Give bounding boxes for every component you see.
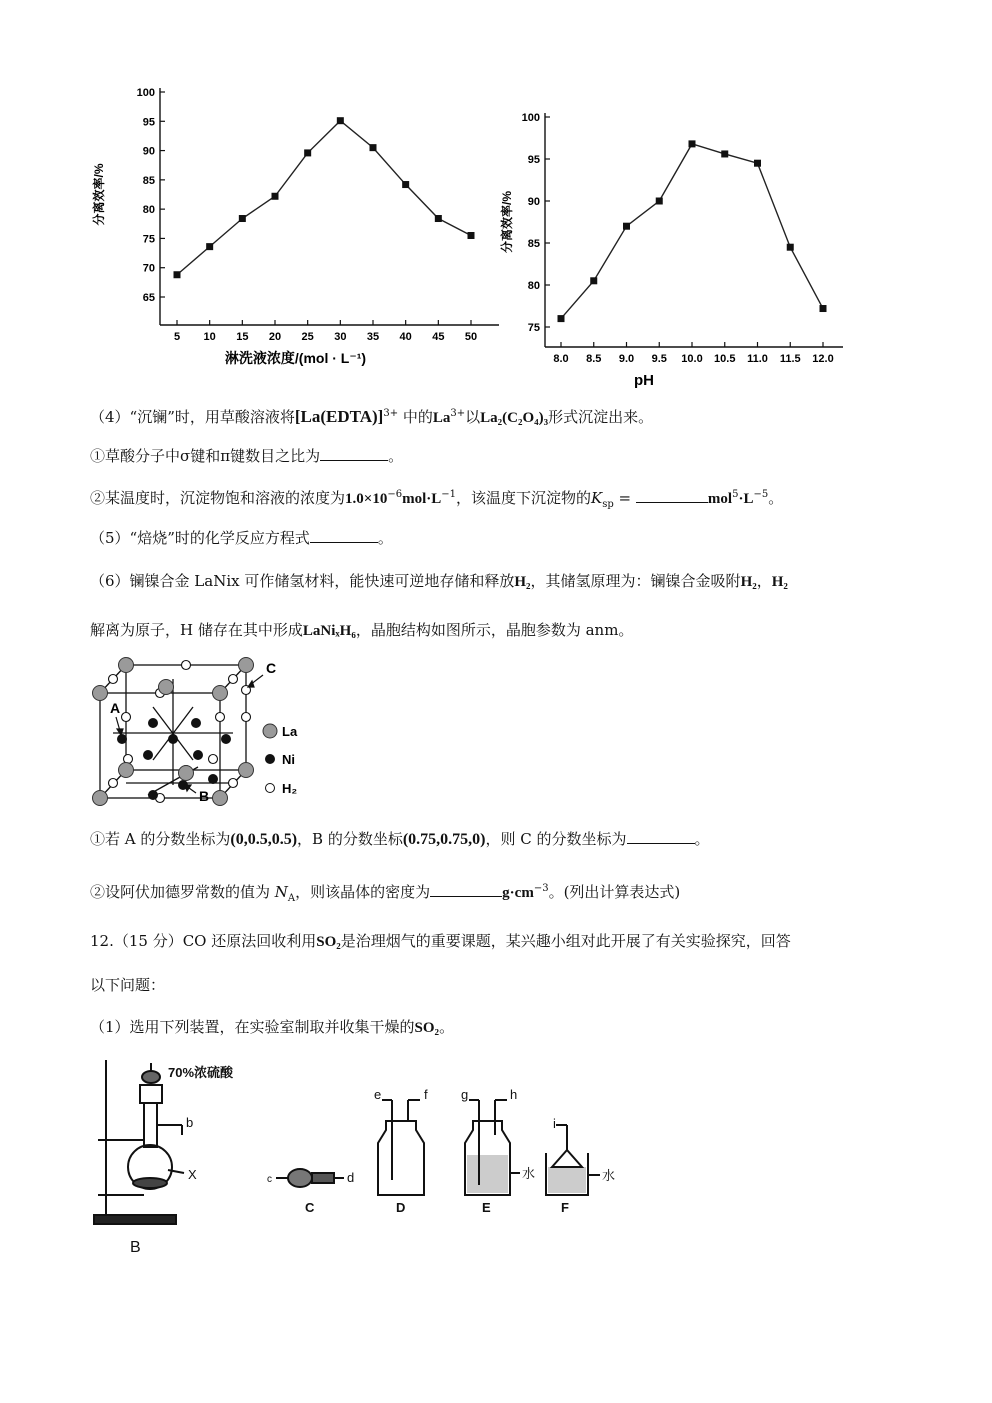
q4-complex-charge: 3+ — [383, 408, 399, 419]
x-tick-label: 20 — [268, 331, 282, 343]
port-g: g — [461, 1087, 469, 1102]
apparatus-diagram — [88, 1055, 648, 1265]
apparatus-b — [94, 1060, 184, 1224]
h2-atoms — [109, 661, 251, 803]
chart-wash-concentration — [85, 80, 495, 380]
q6-line2b: ，晶胞结构如图所示，晶胞参数为 anm。 — [355, 621, 634, 639]
port-c: c — [267, 1174, 272, 1185]
q4-2-conc: 1.0×10 — [345, 491, 388, 507]
q5-end: 。 — [377, 529, 393, 547]
x-tick-label: 30 — [334, 331, 347, 343]
q4-2-unit2: ·L — [738, 491, 754, 507]
q12-line1b: 是治理烟气的重要课题，某兴趣小组对此开展了有关实验探究，回答 — [340, 932, 791, 950]
q4-1-end: 。 — [388, 447, 404, 465]
answer-blank[interactable] — [320, 446, 388, 461]
q6-sep: ， — [756, 572, 772, 590]
data-point — [337, 117, 344, 124]
q4-2-text: ②某温度时，沉淀物饱和溶液的浓度为 — [90, 489, 346, 507]
label-b: B — [199, 788, 210, 804]
q12-1-line — [90, 1016, 454, 1039]
water-f-label: 水 — [602, 1168, 616, 1183]
data-point — [656, 198, 663, 205]
x-tick-label: 15 — [236, 331, 249, 343]
q6-2-end: 。(列出计算表达式) — [548, 883, 681, 901]
data-point — [754, 160, 761, 167]
y-axis-label: 分离效率/% — [92, 163, 106, 226]
q6-2-unit: g·cm — [502, 885, 534, 901]
data-point — [435, 215, 442, 222]
data-point — [468, 232, 475, 239]
apparatus-c — [276, 1169, 344, 1187]
q12-line2: 以下问题： — [90, 976, 166, 994]
q4-2-unit2-exp: −5 — [753, 489, 769, 500]
x-label: X — [188, 1167, 197, 1182]
q4-ion-charge: 3+ — [450, 408, 466, 419]
x-tick-label: 11.5 — [779, 353, 801, 365]
q6-2-na: N — [274, 883, 288, 901]
q4-2-conc-unit: mol·L — [402, 491, 442, 507]
label-d-apparatus: D — [396, 1200, 406, 1215]
q6-2-na-sub: A — [287, 893, 296, 904]
water-e-label: 水 — [522, 1166, 536, 1181]
answer-blank[interactable] — [627, 829, 695, 844]
q4-2-ksp: K — [591, 489, 603, 507]
x-tick-label: 9.0 — [618, 353, 635, 365]
q6-2-line — [90, 878, 680, 910]
data-point — [272, 193, 279, 200]
x-axis-label: 淋洗液浓度/(mol · L⁻¹) — [224, 350, 367, 366]
q4-2-mid: ，该温度下沉淀物的 — [456, 489, 592, 507]
crystal-cell-diagram — [88, 655, 328, 820]
label-c: C — [266, 660, 277, 676]
data-point — [820, 305, 827, 312]
acid-label: 70%浓硫酸 — [168, 1065, 234, 1080]
apparatus-d — [378, 1100, 424, 1195]
q12-so2: SO₂ — [316, 934, 341, 950]
q6-line1: （6）镧镍合金 LaNix 可作储氢材料，能快速可逆地存储和释放 — [90, 572, 515, 590]
x-tick-label: 8.5 — [586, 353, 602, 365]
q4-1-line — [90, 445, 403, 467]
apparatus-f — [546, 1125, 600, 1195]
q6-h2b: H₂ — [740, 574, 757, 590]
legend-ni-label: Ni — [282, 752, 295, 767]
answer-blank[interactable] — [636, 488, 708, 503]
legend-h2-label: H₂ — [282, 781, 298, 796]
label-f-apparatus: F — [561, 1200, 569, 1215]
q6-2-mid: ，则该晶体的密度为 — [295, 883, 431, 901]
port-d: d — [347, 1170, 355, 1185]
q12-1-so2: SO₂ — [414, 1020, 440, 1036]
x-tick-label: 9.5 — [651, 353, 667, 365]
answer-blank[interactable] — [310, 528, 378, 543]
q4-as: 以 — [465, 408, 481, 426]
q4-mid: 中的 — [398, 408, 433, 426]
port-i: i — [553, 1116, 556, 1131]
q4-2-unit: mol — [707, 491, 733, 507]
x-tick-label: 11.0 — [747, 353, 768, 365]
q12-1-text: （1）选用下列装置，在实验室制取并收集干燥的 — [90, 1018, 415, 1036]
q6-line2a: 解离为原子，H 储存在其中形成 — [90, 621, 303, 639]
data-point — [304, 149, 311, 156]
data-point — [370, 144, 377, 151]
q12-line2 — [90, 974, 165, 996]
data-point — [590, 277, 597, 284]
y-tick-label: 90 — [527, 196, 540, 208]
x-tick-label: 50 — [464, 331, 478, 343]
q5-text: （5）“焙烧”时的化学反应方程式 — [90, 529, 310, 547]
port-b: b — [186, 1115, 194, 1130]
y-tick-label: 80 — [527, 280, 540, 292]
q4-line — [90, 403, 653, 429]
q6-formula: LaNiₓH₆ — [302, 623, 356, 639]
q6-1-b: (0.75,0.75,0) — [402, 831, 486, 848]
q4-2-unit-exp: 5 — [732, 489, 739, 500]
x-tick-label: 10 — [203, 331, 216, 343]
q4-2-line — [90, 484, 783, 516]
q6-line1 — [90, 570, 788, 593]
y-tick-label: 80 — [142, 204, 155, 217]
q4-intro: （4）“沉镧”时，用草酸溶液将 — [90, 408, 295, 426]
data-point — [787, 244, 794, 251]
x-tick-label: 25 — [301, 331, 314, 343]
q4-end: 形式沉淀出来。 — [548, 408, 654, 426]
y-tick-label: 75 — [142, 233, 155, 246]
port-f: f — [424, 1087, 428, 1102]
y-tick-label: 75 — [527, 322, 540, 334]
q4-1-text: ①草酸分子中σ键和π键数目之比为 — [90, 447, 321, 465]
x-tick-label: 35 — [366, 331, 380, 343]
q12-line1a: 12.（15 分）CO 还原法回收利用 — [90, 932, 317, 950]
data-point — [174, 271, 181, 278]
data-point — [239, 215, 246, 222]
q6-h2: H₂ — [514, 574, 531, 590]
q4-complex: [La(EDTA)] — [294, 407, 384, 426]
q4-2-conc-unit-exp: −1 — [441, 489, 456, 500]
x-tick-label: 10.5 — [714, 353, 736, 365]
q6-h2c: H₂ — [771, 574, 788, 590]
data-point — [206, 243, 213, 250]
q6-line2 — [90, 619, 633, 642]
x-tick-label: 5 — [173, 331, 181, 343]
y-tick-label: 90 — [142, 145, 155, 158]
q12-line1 — [90, 930, 791, 953]
y-tick-label: 85 — [527, 238, 540, 250]
series-line — [177, 121, 471, 275]
y-tick-label: 100 — [136, 87, 155, 99]
y-tick-label: 95 — [142, 116, 155, 129]
q6-1-text: ①若 A 的分数坐标为 — [90, 830, 231, 848]
y-tick-label: 65 — [142, 292, 155, 304]
x-axis-label: pH — [634, 372, 654, 389]
q6-2-text: ②设阿伏加德罗常数的值为 — [90, 883, 275, 901]
x-tick-label: 12.0 — [812, 353, 834, 365]
q4-2-conc-exp: −6 — [387, 489, 403, 500]
legend-h2-swatch — [266, 784, 275, 793]
data-point — [558, 315, 565, 322]
q4-precip: La₂(C₂O₄)₃ — [480, 410, 549, 426]
q6-1-end: 。 — [694, 830, 710, 848]
q6-line1b: ，其储氢原理为：镧镍合金吸附 — [530, 572, 741, 590]
y-axis-label: 分离效率/% — [500, 190, 514, 254]
series-line — [561, 144, 823, 319]
q4-2-end: 。 — [768, 489, 784, 507]
x-tick-label: 45 — [432, 331, 445, 343]
chart-ph — [495, 105, 855, 389]
data-point — [689, 140, 696, 147]
y-tick-label: 100 — [521, 112, 540, 124]
q5-line — [90, 527, 393, 549]
y-tick-label: 85 — [142, 174, 155, 187]
q4-2-ksp-sub: sp — [602, 499, 614, 510]
q6-1-mid: ，B 的分数坐标 — [297, 830, 403, 848]
q6-1-a: (0,0.5,0.5) — [230, 831, 298, 848]
label-c-apparatus: C — [305, 1200, 315, 1215]
x-tick-label: 10.0 — [681, 353, 703, 365]
data-point — [623, 223, 630, 230]
legend-ni-swatch — [265, 754, 275, 764]
x-tick-label: 40 — [399, 331, 412, 343]
data-point — [402, 181, 409, 188]
legend-la-label: La — [282, 724, 298, 739]
label-e-apparatus: E — [482, 1200, 491, 1215]
q12-1-end: 。 — [439, 1018, 455, 1036]
answer-blank[interactable] — [430, 882, 502, 897]
apparatus-e — [465, 1100, 520, 1195]
y-tick-label: 70 — [142, 262, 155, 275]
q6-1-line — [90, 828, 710, 851]
port-e: e — [374, 1087, 382, 1102]
q6-1-mid2: ，则 C 的分数坐标为 — [485, 830, 627, 848]
label-a: A — [110, 700, 121, 716]
q4-ion: La — [432, 410, 451, 426]
data-point — [721, 150, 728, 157]
x-tick-label: 8.0 — [553, 353, 569, 365]
y-tick-label: 95 — [527, 154, 540, 166]
q4-2-eq: = — [613, 489, 636, 507]
port-h: h — [510, 1087, 518, 1102]
q6-2-unit-exp: −3 — [533, 883, 549, 894]
legend-la-swatch — [263, 724, 277, 738]
label-b-apparatus: B — [130, 1239, 141, 1256]
